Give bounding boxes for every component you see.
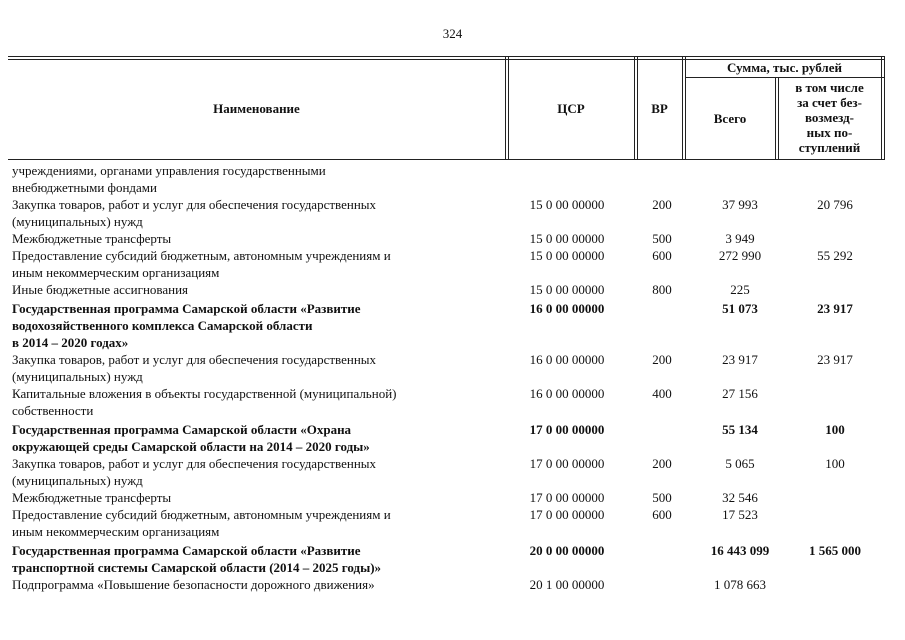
row-name [12,576,482,593]
header-free-line: в том числе [795,80,864,95]
row-name [12,489,482,506]
row-name-line: Межбюджетные трансферты [12,490,172,505]
row-name-line: иным некоммерческим организациям [12,265,220,280]
row-name-line: Предоставление субсидий бюджетным, автономным учреждениям и [12,248,391,263]
table-row [0,385,905,419]
table-row [0,230,905,247]
row-csr: 16 0 00 00000 [529,352,605,367]
table-row [0,489,905,506]
header-top-border [8,56,884,57]
header-free-line: за счет без- [797,95,862,110]
page-number: 324 [442,26,463,41]
row-csr: 17 0 00 00000 [529,456,605,471]
table-header [8,56,884,160]
row-total: 225 [730,282,750,297]
row-name-line: Государственная программа Самарской области «Охрана [12,422,352,437]
row-csr: 20 0 00 00000 [529,543,605,558]
table-row [0,196,905,230]
row-name-line: Предоставление субсидий бюджетным, автономным учреждениям и [12,507,391,522]
col-divider [634,56,635,160]
row-name-line: в 2014 – 2020 годах» [12,335,129,350]
sum-group-divider [685,77,884,78]
col-divider [884,56,885,160]
row-vr: 200 [652,456,672,471]
table-row [0,247,905,281]
header-free-line: ступлений [798,140,861,155]
row-vr: 600 [652,248,672,263]
row-name-line: учреждениями, органами управления государственными [12,163,326,178]
row-total: 1 078 663 [714,577,766,592]
row-free: 20 796 [817,197,853,212]
row-name-line: Закупка товаров, работ и услуг для обеспечения государственных [12,197,377,212]
row-total: 5 065 [725,456,755,471]
row-name [12,385,482,419]
row-name-line: окружающей среды Самарской области на 2014 – 2020 годы» [12,439,370,454]
table-row [0,421,905,455]
row-name-line: (муниципальных) нужд [12,369,143,384]
header-free [778,80,881,155]
row-free: 100 [825,456,845,471]
header-total: Всего [713,111,747,126]
row-total: 51 073 [722,301,758,316]
row-name-line: Государственная программа Самарской области «Развитие [12,543,361,558]
row-name-line: водохозяйственного комплекса Самарской области [12,318,313,333]
row-csr: 15 0 00 00000 [529,282,605,297]
table-row [0,542,905,576]
row-name-line: транспортной системы Самарской области (2014 – 2025 годы)» [12,560,382,575]
row-csr: 16 0 00 00000 [529,301,605,316]
row-name [12,351,482,385]
row-total: 16 443 099 [710,543,770,558]
row-name-line: (муниципальных) нужд [12,214,143,229]
row-name [12,455,482,489]
row-vr: 200 [652,197,672,212]
table-row [0,300,905,351]
table-row [0,281,905,298]
row-name-line: Иные бюджетные ассигнования [12,282,189,297]
row-name-line: Подпрограмма «Повышение безопасности дорожного движения» [12,577,375,592]
row-vr: 600 [652,507,672,522]
row-free: 100 [825,422,845,437]
table-row [0,576,905,593]
row-total: 17 523 [722,507,758,522]
row-name [12,162,482,196]
row-vr: 200 [652,352,672,367]
row-csr: 20 1 00 00000 [529,577,605,592]
row-name-line: Капитальные вложения в объекты государственной (муниципальной) [12,386,397,401]
row-free: 55 292 [817,248,853,263]
row-name-line: Закупка товаров, работ и услуг для обеспечения государственных [12,352,377,367]
table-body [0,162,905,593]
header-csr: ЦСР [557,101,585,116]
table-row [0,506,905,540]
row-vr: 500 [652,490,672,505]
row-free: 23 917 [817,301,853,316]
row-name [12,230,482,247]
row-total: 27 156 [722,386,758,401]
row-csr: 17 0 00 00000 [529,422,605,437]
row-total: 272 990 [718,248,762,263]
row-total: 3 949 [725,231,755,246]
row-csr: 15 0 00 00000 [529,231,605,246]
row-vr: 500 [652,231,672,246]
table-row [0,162,905,196]
row-name-line: (муниципальных) нужд [12,473,143,488]
col-divider [775,77,776,160]
row-name [12,421,482,455]
row-csr: 15 0 00 00000 [529,197,605,212]
header-free-line: возмезд- [805,110,854,125]
row-total: 32 546 [722,490,758,505]
row-csr: 15 0 00 00000 [529,248,605,263]
row-name-line: иным некоммерческим организациям [12,524,220,539]
row-name-line: Закупка товаров, работ и услуг для обеспечения государственных [12,456,377,471]
table-row [0,455,905,489]
row-total: 55 134 [722,422,758,437]
col-divider [682,56,683,160]
header-free-line: ных по- [806,125,853,140]
header-name: Наименование [213,101,300,116]
row-name [12,300,482,351]
row-name-line: собственности [12,403,94,418]
row-name-line: Межбюджетные трансферты [12,231,172,246]
header-bottom-border [8,159,884,160]
row-name-line: внебюджетными фондами [12,180,157,195]
header-vr: ВР [651,101,668,116]
row-csr: 16 0 00 00000 [529,386,605,401]
row-total: 37 993 [722,197,758,212]
row-name-line: Государственная программа Самарской области «Развитие [12,301,361,316]
row-total: 23 917 [722,352,758,367]
row-vr: 400 [652,386,672,401]
row-name [12,542,482,576]
table-row [0,351,905,385]
header-sum-group: Сумма, тыс. рублей [727,60,842,75]
row-name [12,506,482,540]
row-free: 1 565 000 [809,543,861,558]
row-name [12,247,482,281]
row-csr: 17 0 00 00000 [529,507,605,522]
row-csr: 17 0 00 00000 [529,490,605,505]
row-name [12,281,482,298]
row-name [12,196,482,230]
row-vr: 800 [652,282,672,297]
row-free: 23 917 [817,352,853,367]
col-divider [505,56,506,160]
